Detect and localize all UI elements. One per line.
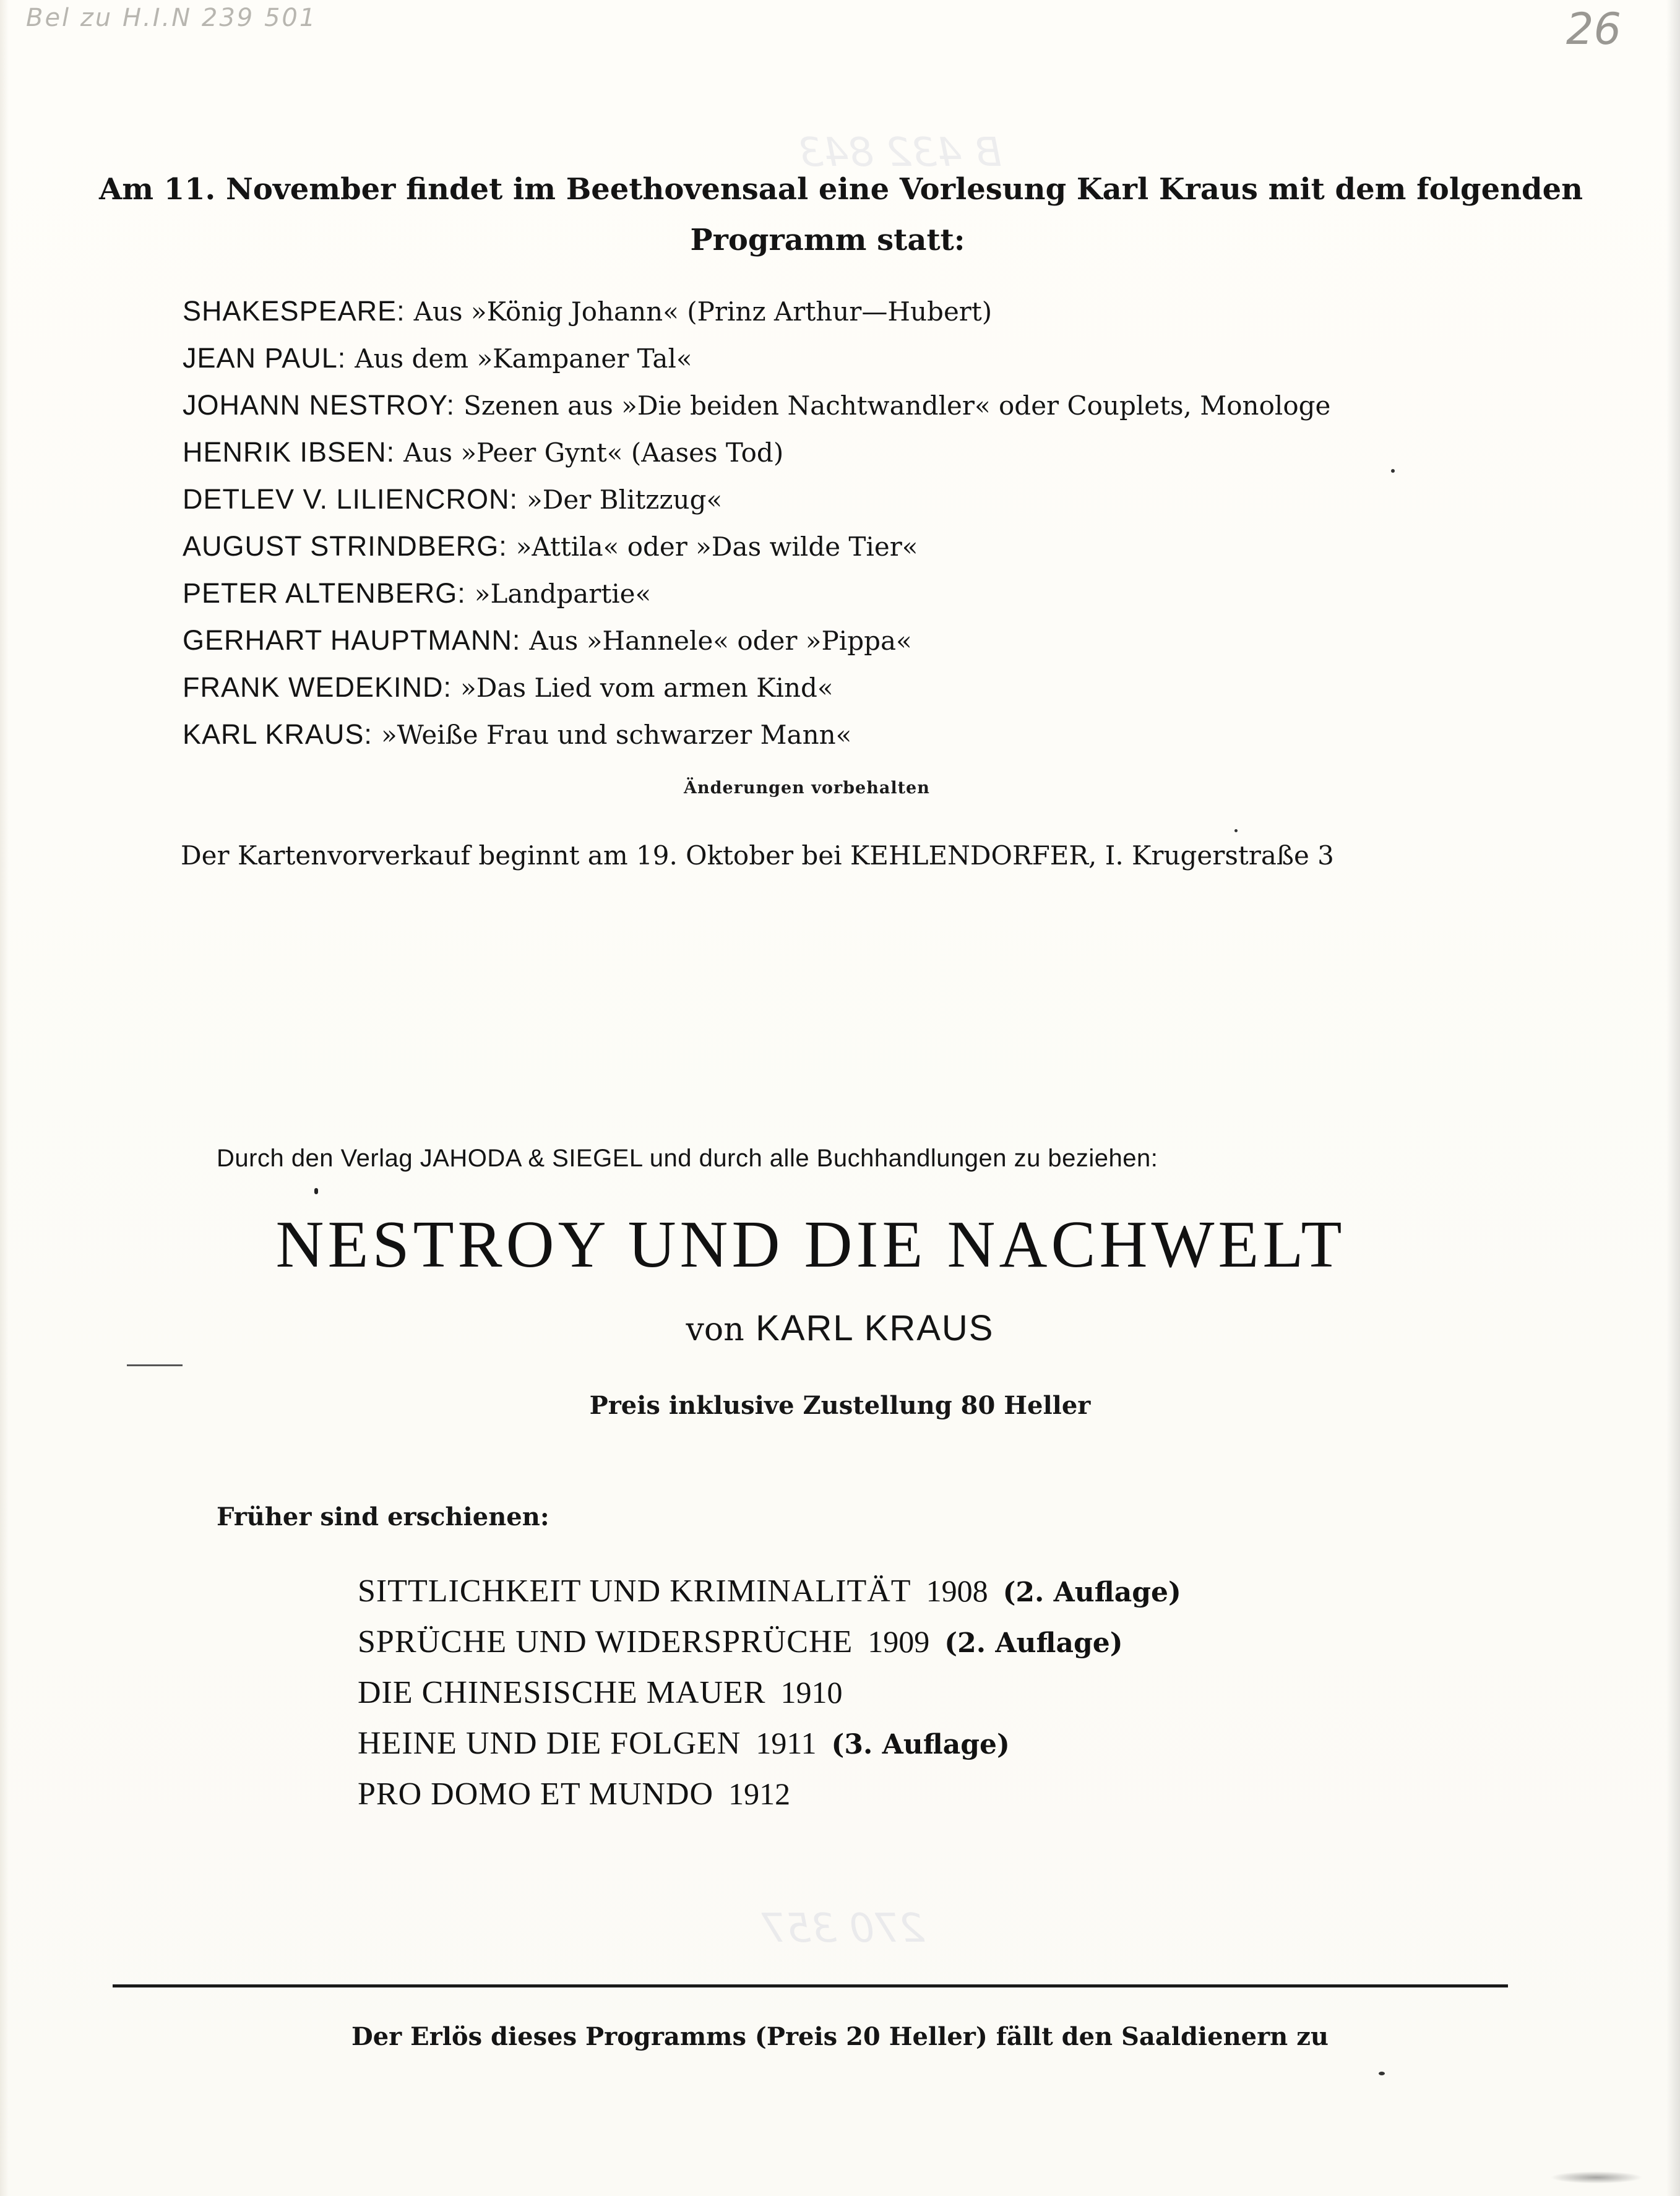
book-author-by: von [686,1311,744,1348]
book-author-name: KARL KRAUS [756,1308,994,1348]
program-item [183,335,1330,382]
program-work: »Attila« oder »Das wilde Tier« [515,532,918,562]
archive-page-number: 26 [1566,4,1621,54]
ink-speck [1391,469,1395,473]
earlier-work-item [358,1718,1181,1768]
work-title: SPRÜCHE UND WIDERSPRÜCHE [358,1624,853,1660]
ink-speck [1234,829,1238,832]
program-author: FRANK WEDEKIND: [183,671,452,703]
earlier-work-item [358,1667,1181,1718]
work-year: 1911 [756,1726,817,1760]
program-list [183,288,1330,758]
program-work: Szenen aus »Die beiden Nachtwandler« oder Couplets, Monologe [463,390,1331,421]
work-edition: (2. Auflage) [944,1627,1123,1659]
work-year: 1908 [926,1574,988,1608]
earlier-work-item [358,1768,1181,1819]
publisher-line: Durch den Verlag JAHODA & SIEGEL und durch alle Buchhandlungen zu beziehen: [217,1145,1158,1172]
work-edition: (3. Auflage) [831,1729,1010,1760]
work-year: 1910 [780,1675,843,1710]
program-item [183,523,1330,570]
program-item [183,570,1330,617]
program-work: »Der Blitzzug« [527,484,723,515]
program-work: »Das Lied vom armen Kind« [460,673,834,703]
program-author: DETLEV V. LILIENCRON: [183,483,519,515]
ink-speck [314,1188,318,1194]
program-author: KARL KRAUS: [183,718,373,750]
program-item [183,664,1330,711]
program-work: Aus »Peer Gynt« (Aases Tod) [403,437,784,468]
program-work: »Weiße Frau und schwarzer Mann« [381,720,852,750]
work-edition: (2. Auflage) [1002,1577,1181,1608]
program-work: Aus »Hannele« oder »Pippa« [529,626,912,656]
work-title: DIE CHINESISCHE MAUER [358,1675,766,1710]
announcement-line-2: Programm statt: [690,223,965,257]
program-author: GERHART HAUPTMANN: [183,624,521,656]
work-title: HEINE UND DIE FOLGEN [358,1726,741,1761]
earlier-work-item [358,1616,1181,1667]
program-item [183,617,1330,664]
book-title: NESTROY UND DIE NACHWELT [275,1208,1346,1281]
announcement-line-1: Am 11. November findet im Beethovensaal eine Vorlesung Karl Kraus mit dem folgenden [99,172,1583,207]
program-item [183,288,1330,335]
program-author: HENRIK IBSEN: [183,436,395,468]
bleed-through-mark: 270 357 [761,1906,925,1952]
earlier-works-heading: Früher sind erschienen: [217,1502,549,1531]
earlier-works-list [358,1565,1181,1819]
archive-pencil-note: Bel zu H.I.N 239 501 [26,4,317,32]
program-item [183,476,1330,523]
paper-smudge [1550,2171,1643,2184]
paper-edge-left [0,0,9,2196]
program-author: SHAKESPEARE: [183,295,405,327]
footer-note: Der Erlös dieses Programms (Preis 20 Heller) fällt den Saaldienern zu [351,2022,1329,2051]
program-author: JOHANN NESTROY: [183,389,455,421]
paper-edge-right [1666,0,1680,2196]
program-author: JEAN PAUL: [183,342,347,374]
presale-notice: Der Kartenvorverkauf beginnt am 19. Oktober bei KEHLENDORFER, I. Krugerstraße 3 [181,840,1334,871]
program-work: Aus dem »Kampaner Tal« [355,343,692,374]
earlier-work-item [358,1565,1181,1616]
program-item [183,429,1330,476]
program-author: AUGUST STRINDBERG: [183,530,507,562]
footer-rule [113,1984,1508,1987]
book-author-line [0,1307,1680,1349]
work-title: PRO DOMO ET MUNDO [358,1776,714,1812]
program-work: Aus »König Johann« (Prinz Arthur—Hubert) [413,296,993,327]
work-title: SITTLICHKEIT UND KRIMINALITÄT [358,1574,911,1609]
work-year: 1912 [728,1776,791,1811]
changes-note: Änderungen vorbehalten [684,778,930,798]
bleed-through-mark: B 432 843 [798,130,1002,176]
ink-speck [1379,2072,1385,2075]
book-price: Preis inklusive Zustellung 80 Heller [589,1391,1091,1420]
program-item [183,711,1330,758]
margin-rule [127,1364,183,1366]
program-author: PETER ALTENBERG: [183,577,466,609]
work-year: 1909 [868,1624,930,1659]
program-item [183,382,1330,429]
program-work: »Landpartie« [474,579,652,609]
